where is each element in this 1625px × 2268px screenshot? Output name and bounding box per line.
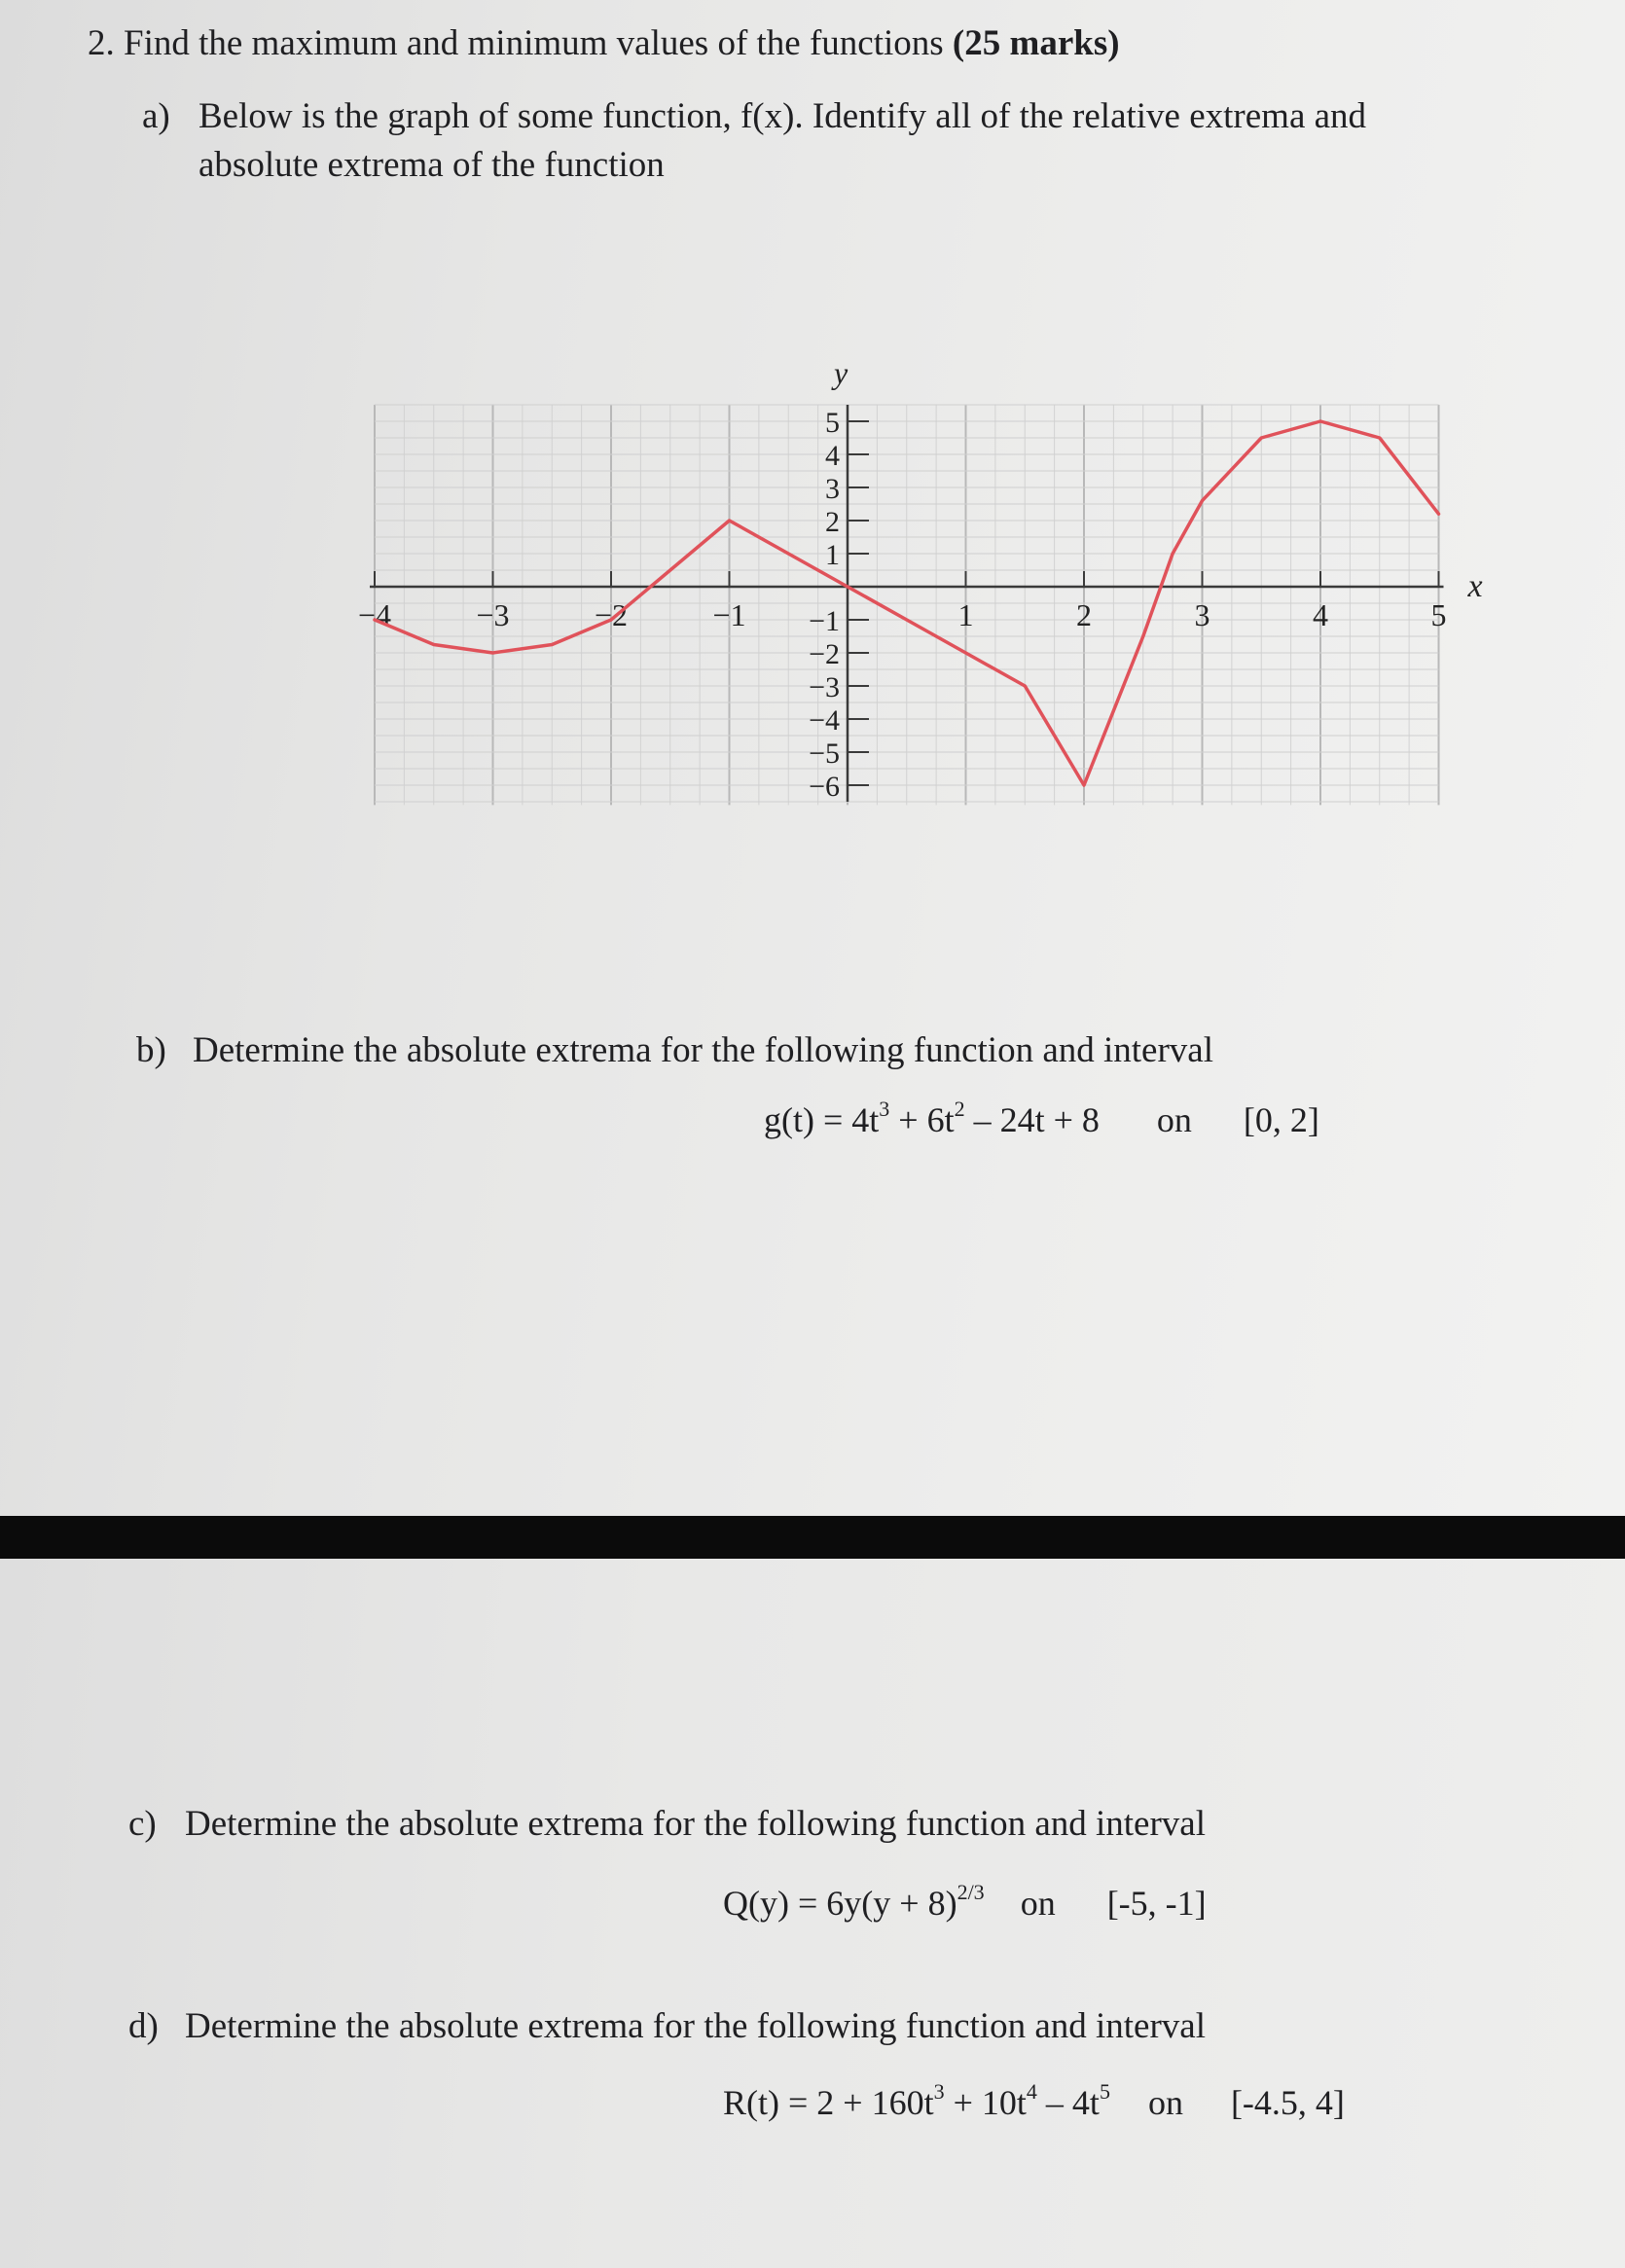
part-d-exp1: 3 xyxy=(933,2079,945,2104)
part-c-func-lhs: Q(y) = 6y(y + 8) xyxy=(723,1884,957,1923)
part-b-interval: [0, 2] xyxy=(1243,1100,1319,1139)
part-c-on: on xyxy=(1020,1884,1056,1923)
part-b-line xyxy=(136,1026,1213,1075)
y-tick-label: 2 xyxy=(825,506,840,538)
y-tick-label: −2 xyxy=(809,638,840,670)
y-tick-label: 1 xyxy=(825,539,840,571)
graph-grid xyxy=(375,405,1439,805)
x-tick-label: −4 xyxy=(357,597,392,632)
x-tick-label: 4 xyxy=(1313,597,1328,632)
part-b-on: on xyxy=(1156,1100,1192,1139)
part-d-line xyxy=(128,2002,1206,2051)
part-b-func-rest: – 24t + 8 xyxy=(964,1100,1100,1139)
part-b-text: Determine the absolute extrema for the following function and interval xyxy=(193,1030,1214,1070)
x-tick-label: −1 xyxy=(712,597,746,632)
part-c-interval: [-5, -1] xyxy=(1106,1884,1207,1923)
question-title: Find the maximum and minimum values of the functions xyxy=(124,23,944,63)
x-tick-label: 5 xyxy=(1430,597,1447,632)
part-d-label: d) xyxy=(128,2006,159,2046)
part-d-func-lhs: R(t) = 2 + 160t xyxy=(723,2083,934,2122)
part-d-exp2: 4 xyxy=(1026,2079,1037,2104)
question-heading xyxy=(88,19,1120,68)
function-graph xyxy=(350,263,1499,924)
question-marks: (25 marks) xyxy=(952,23,1120,63)
x-tick-label: 3 xyxy=(1194,597,1210,632)
y-tick-label: 5 xyxy=(825,407,840,439)
part-b-exp1: 3 xyxy=(879,1097,890,1121)
part-c-exp1: 2/3 xyxy=(957,1880,985,1904)
part-d-func-mid1: + 10t xyxy=(944,2083,1027,2122)
x-tick-label: −2 xyxy=(594,597,629,632)
part-d-text: Determine the absolute extrema for the following function and interval xyxy=(185,2006,1207,2046)
part-a-line2: absolute extrema of the function xyxy=(199,145,665,185)
y-axis-label: y xyxy=(834,355,849,390)
part-a-text-line1: Below is the graph of some function, f(x). Identify all of the relative extrema and xyxy=(199,96,1367,136)
y-tick-label: 3 xyxy=(825,473,840,505)
x-tick-label: −3 xyxy=(476,597,510,632)
part-b-func-mid: + 6t xyxy=(889,1100,955,1139)
part-c-label: c) xyxy=(128,1804,157,1844)
part-d-func-mid2: – 4t xyxy=(1036,2083,1100,2122)
part-b-func-lhs: g(t) = 4t xyxy=(764,1100,880,1139)
y-tick-label: −4 xyxy=(809,704,840,737)
x-tick-label: 1 xyxy=(957,597,974,632)
y-tick-label: −5 xyxy=(809,738,840,770)
graph-ticks xyxy=(358,407,1447,803)
part-b-formula xyxy=(764,1099,1319,1140)
part-d-exp3: 5 xyxy=(1099,2079,1110,2104)
part-a-line1 xyxy=(142,92,1366,141)
y-tick-label: 4 xyxy=(825,440,840,472)
y-tick-label: −6 xyxy=(809,771,840,803)
part-a-label: a) xyxy=(142,96,170,136)
question-number: 2. xyxy=(88,23,115,63)
x-tick-label: 2 xyxy=(1076,597,1092,632)
part-c-formula xyxy=(723,1880,1207,1924)
part-d-interval: [-4.5, 4] xyxy=(1230,2083,1345,2122)
part-c-line xyxy=(128,1800,1206,1849)
part-d-on: on xyxy=(1147,2083,1183,2122)
y-tick-label: −1 xyxy=(809,605,840,637)
page-divider-bar xyxy=(0,1516,1625,1559)
x-axis-label: x xyxy=(1467,568,1483,604)
part-b-label: b) xyxy=(136,1030,166,1070)
part-b-exp2: 2 xyxy=(954,1097,965,1121)
part-d-formula xyxy=(723,2079,1345,2123)
y-tick-label: −3 xyxy=(809,671,840,703)
part-c-text: Determine the absolute extrema for the following function and interval xyxy=(185,1804,1207,1844)
